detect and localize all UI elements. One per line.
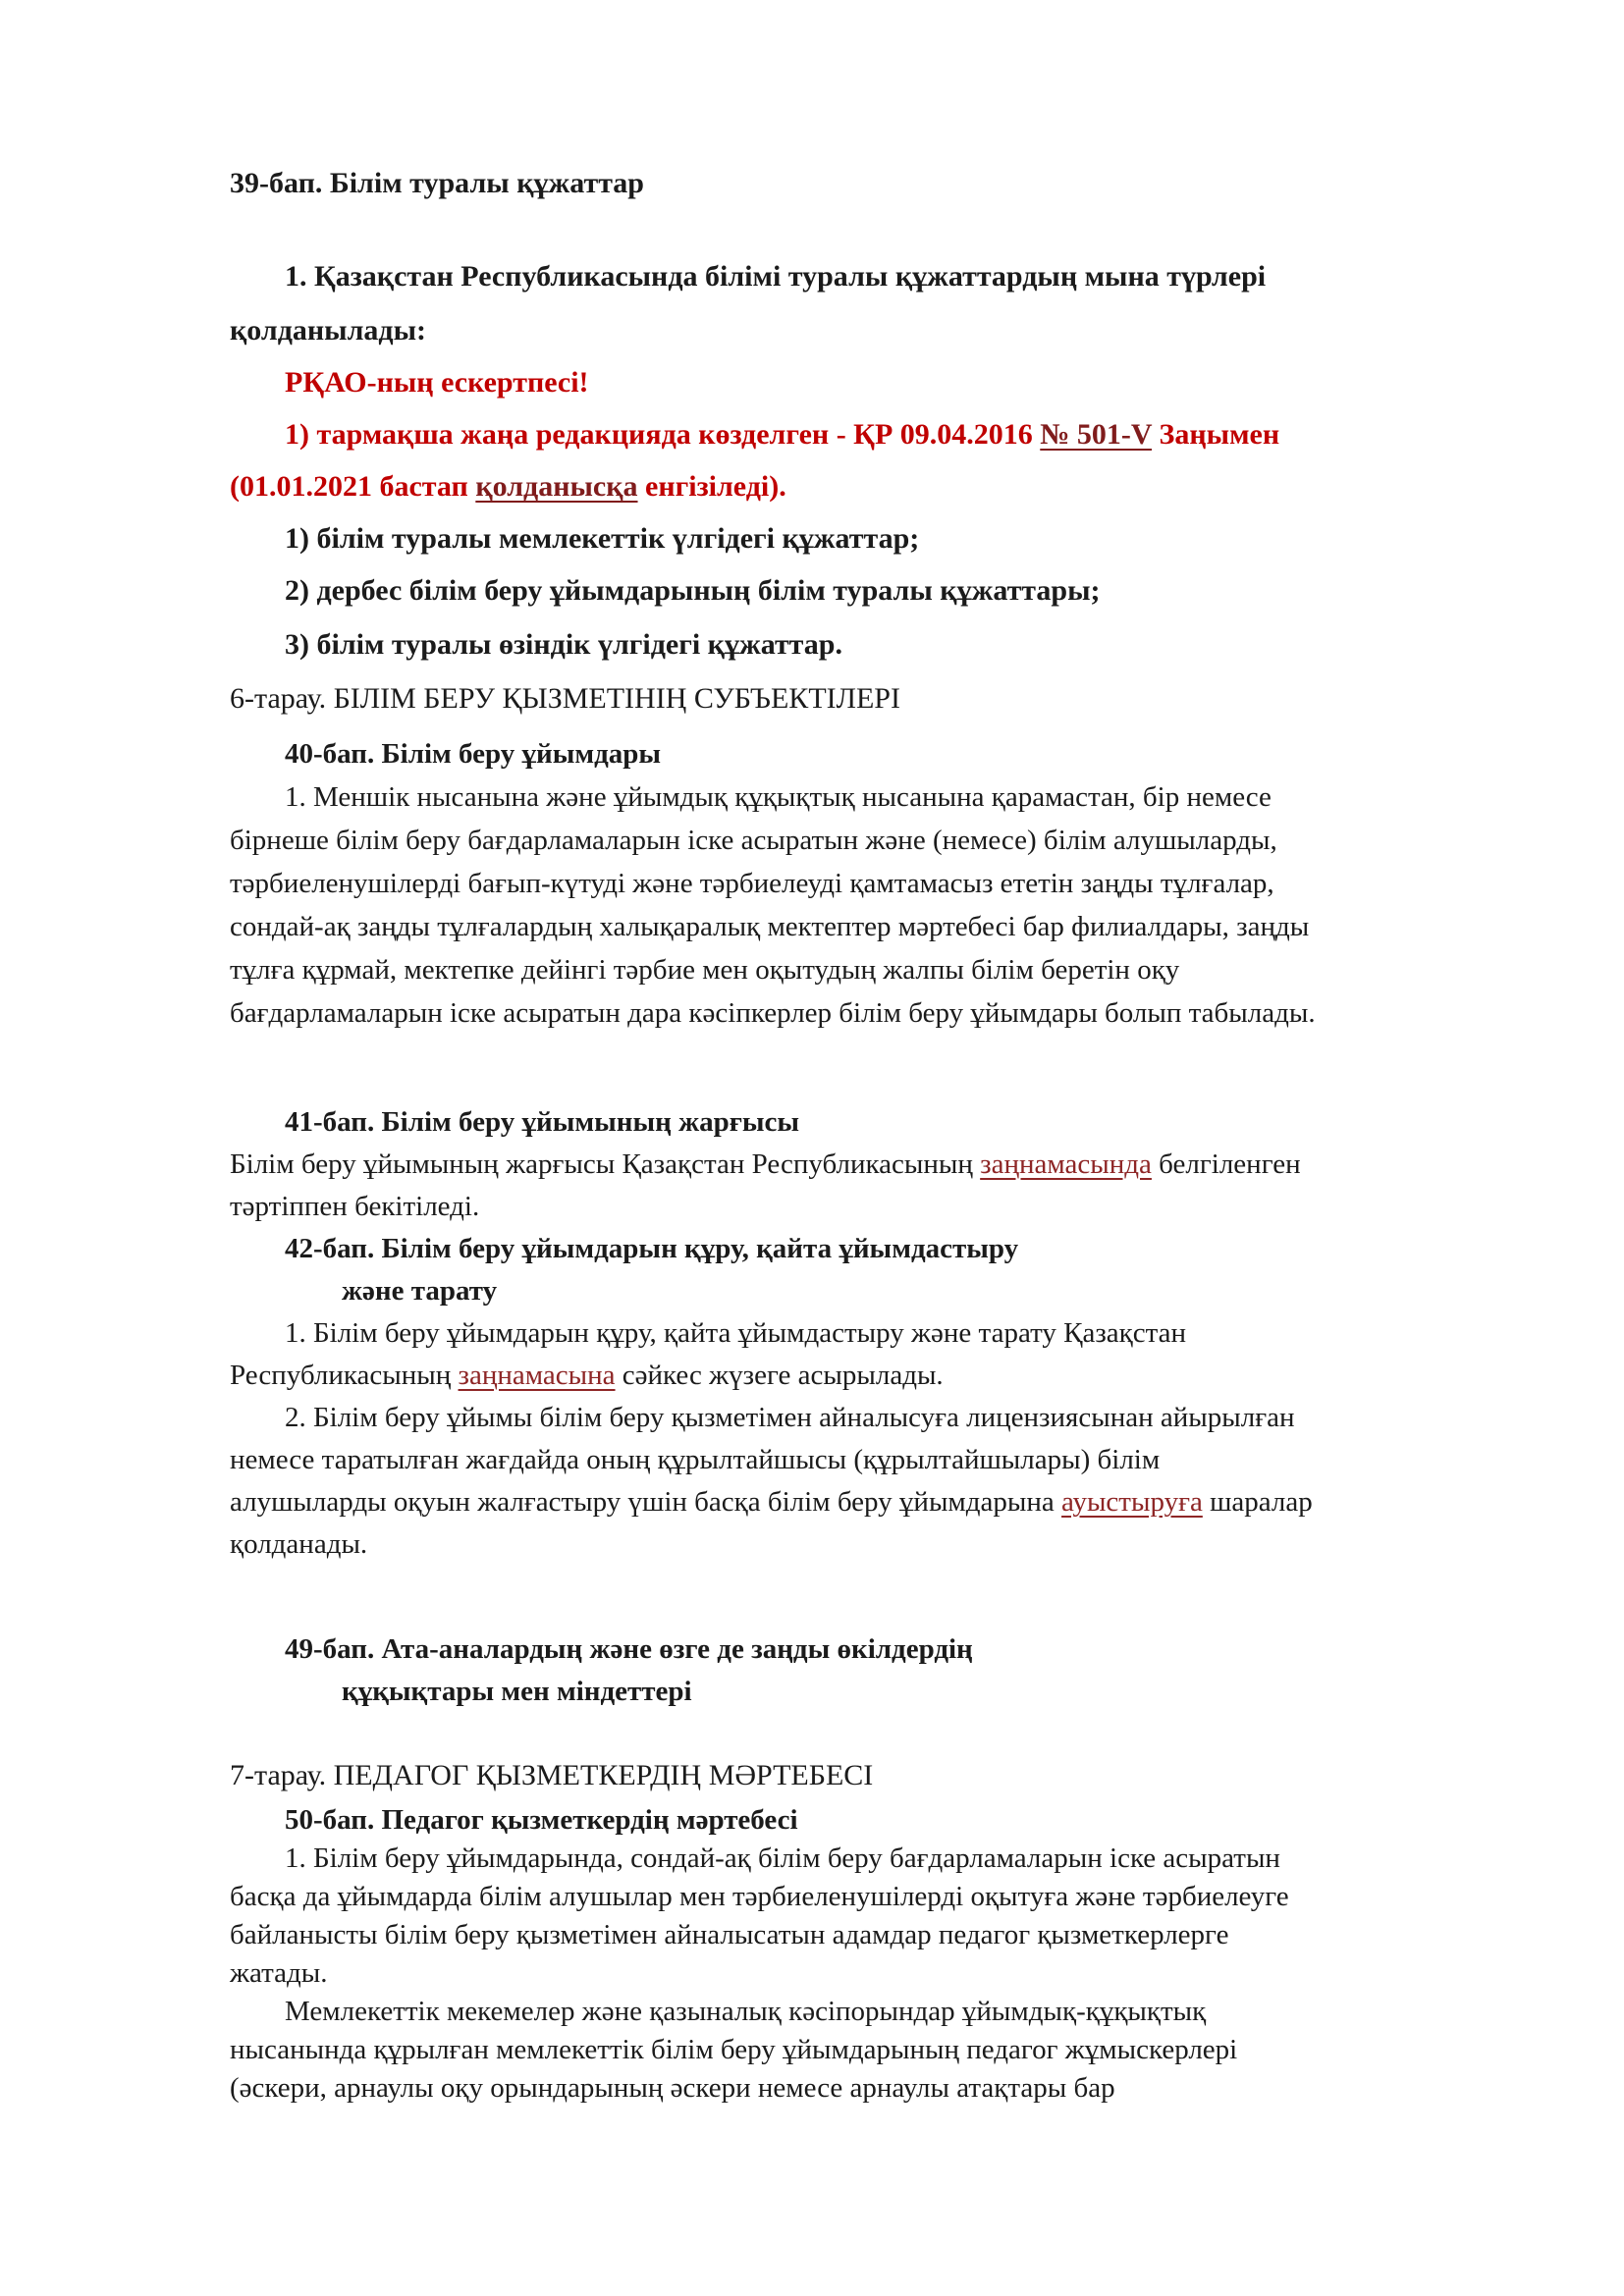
legal-link[interactable]: заңнамасында	[980, 1148, 1152, 1180]
doc-type-item-2	[230, 564, 1506, 616]
text-span: сондай-ақ заңды тұлғалардың халықаралық мектептер мәртебесі бар филиалдары, заңды	[230, 911, 1310, 942]
text-span: қолданылады:	[230, 314, 427, 347]
doc-type-item-1	[230, 512, 1506, 564]
chapter-7-heading	[230, 1754, 1506, 1797]
text-span: немесе таратылған жағдайда оның құрылтайшысы (құрылтайшылары) білім	[230, 1444, 1161, 1475]
doc-type-item-3	[230, 618, 1506, 670]
article-42-clause2-line1	[230, 1397, 1506, 1439]
text-span: құқықтары мен міндеттері	[342, 1676, 692, 1707]
text-span: (01.01.2021 бастап	[230, 470, 476, 503]
article-50-para1-line1	[230, 1840, 1506, 1878]
text-span: 42-бап. Білім беру ұйымдарын құру, қайта ұйымдастыру	[285, 1233, 1019, 1264]
text-span: тұлға құрмай, мектепке дейінгі тәрбие мен оқытудың жалпы білім беретін оқу	[230, 954, 1180, 986]
text-span: Мемлекеттік мекемелер және қазыналық кәсіпорындар ұйымдық-құқықтық	[285, 1996, 1207, 2027]
article-49-heading-line2	[230, 1671, 1506, 1713]
article-49-heading-line1	[230, 1629, 1506, 1671]
text-span: қолданады.	[230, 1528, 368, 1560]
text-span: 41-бап. Білім беру ұйымының жарғысы	[285, 1106, 800, 1138]
article-40-para-line4	[230, 905, 1506, 948]
text-span: тәртіппен бекітіледі.	[230, 1191, 480, 1222]
text-span: жатады.	[230, 1957, 328, 1989]
article-40-heading	[230, 732, 1506, 775]
article-39-clause1-line2	[230, 304, 1506, 356]
text-span: РҚАО-ның ескертпесі!	[285, 366, 589, 399]
text-span: 2) дербес білім беру ұйымдарының білім туралы құжаттары;	[285, 574, 1101, 607]
rkao-note-line2	[230, 460, 1506, 512]
article-41-heading	[230, 1101, 1506, 1144]
text-span: шаралар	[1202, 1486, 1313, 1518]
article-42-clause1-line2	[230, 1355, 1506, 1397]
text-span: тәрбиеленушілерді бағып-күтуді және тәрбиелеуді қамтамасыз ететін заңды тұлғалар,	[230, 868, 1274, 899]
text-span: және тарату	[342, 1275, 498, 1307]
legal-link[interactable]: ауыстыруға	[1061, 1486, 1203, 1518]
text-span: 1. Білім беру ұйымдарын құру, қайта ұйымдастыру және тарату Қазақстан	[285, 1317, 1187, 1349]
legal-link[interactable]: заңнамасына	[458, 1360, 616, 1391]
legal-link[interactable]: қолданысқа	[475, 470, 638, 503]
text-span: 1. Меншік нысанына және ұйымдық құқықтық нысанына қарамастан, бір немесе	[285, 781, 1272, 813]
article-41-para-line2	[230, 1186, 1506, 1228]
text-span: бағдарламаларын іске асыратын дара кәсіпкерлер білім беру ұйымдары болып табылады.	[230, 997, 1316, 1029]
text-span: басқа да ұйымдарда білім алушылар мен тәрбиеленушілерді оқытуға және тәрбиелеуге	[230, 1881, 1289, 1912]
text-span: алушыларды оқуын жалғастыру үшін басқа білім беру ұйымдарына	[230, 1486, 1062, 1518]
text-span: 40-бап. Білім беру ұйымдары	[285, 738, 662, 770]
article-39-heading	[230, 157, 1506, 209]
rkao-note-line1	[230, 408, 1506, 460]
text-span: (әскери, арнаулы оқу орындарының әскери немесе арнаулы атақтары бар	[230, 2072, 1115, 2104]
article-50-para1-line3	[230, 1916, 1506, 1954]
text-span: 6-тарау. БІЛІМ БЕРУ ҚЫЗМЕТІНІҢ СУБЪЕКТІЛЕРІ	[230, 682, 900, 715]
text-span: Білім беру ұйымының жарғысы Қазақстан Республикасының	[230, 1148, 981, 1180]
article-42-clause2-line4	[230, 1523, 1506, 1566]
text-span: 2. Білім беру ұйымы білім беру қызметімен айналысуға лицензиясынан айырылған	[285, 1402, 1295, 1433]
article-50-para2-line3	[230, 2069, 1506, 2108]
text-span: 1) тармақша жаңа редакцияда көзделген - ҚР 09.04.2016	[285, 418, 1041, 451]
article-39-clause1-line1	[230, 250, 1506, 302]
article-50-para1-line4	[230, 1954, 1506, 1993]
text-span: 1. Қазақстан Республикасында білімі туралы құжаттардың мына түрлері	[285, 260, 1267, 293]
text-span: 49-бап. Ата-аналардың және өзге де заңды өкілдердің	[285, 1633, 973, 1665]
text-span: 39-бап. Білім туралы құжаттар	[230, 167, 644, 199]
article-40-para-line5	[230, 948, 1506, 991]
article-40-para-line6	[230, 991, 1506, 1035]
rkao-note-heading	[230, 356, 1506, 408]
article-42-clause2-line3	[230, 1481, 1506, 1523]
article-50-para1-line2	[230, 1878, 1506, 1916]
text-span: 1) білім туралы мемлекеттік үлгідегі құжаттар;	[285, 522, 920, 555]
chapter-6-heading	[230, 672, 1506, 724]
text-span: енгізіледі).	[637, 470, 786, 503]
text-span: белгіленген	[1151, 1148, 1301, 1180]
text-span: 50-бап. Педагог қызметкердің мәртебесі	[285, 1804, 798, 1836]
article-50-para2-line2	[230, 2031, 1506, 2069]
text-span: 3) білім туралы өзіндік үлгідегі құжаттар.	[285, 628, 842, 661]
text-span: байланысты білім беру қызметімен айналысатын адамдар педагог қызметкерлерге	[230, 1919, 1229, 1950]
article-42-clause1-line1	[230, 1312, 1506, 1355]
text-span: 1. Білім беру ұйымдарында, сондай-ақ білім беру бағдарламаларын іске асыратын	[285, 1842, 1280, 1874]
text-span: сәйкес жүзеге асырылады.	[615, 1360, 944, 1391]
legal-link[interactable]: № 501-V	[1040, 418, 1153, 451]
article-40-para-line2	[230, 819, 1506, 862]
article-40-para-line3	[230, 862, 1506, 905]
text-span: нысанында құрылған мемлекеттік білім беру ұйымдарының педагог жұмыскерлері	[230, 2034, 1238, 2065]
text-span: бірнеше білім беру бағдарламаларын іске асыратын және (немесе) білім алушыларды,	[230, 825, 1277, 856]
article-41-para-line1	[230, 1144, 1506, 1186]
article-50-para2-line1	[230, 1993, 1506, 2031]
text-span: 7-тарау. ПЕДАГОГ ҚЫЗМЕТКЕРДІҢ МӘРТЕБЕСІ	[230, 1759, 874, 1791]
article-40-para-line1	[230, 775, 1506, 819]
article-42-heading-line1	[230, 1228, 1506, 1270]
article-50-heading	[230, 1801, 1506, 1840]
text-span: Заңымен	[1152, 418, 1280, 451]
text-span: Республикасының	[230, 1360, 459, 1391]
article-42-clause2-line2	[230, 1439, 1506, 1481]
article-42-heading-line2	[230, 1270, 1506, 1312]
